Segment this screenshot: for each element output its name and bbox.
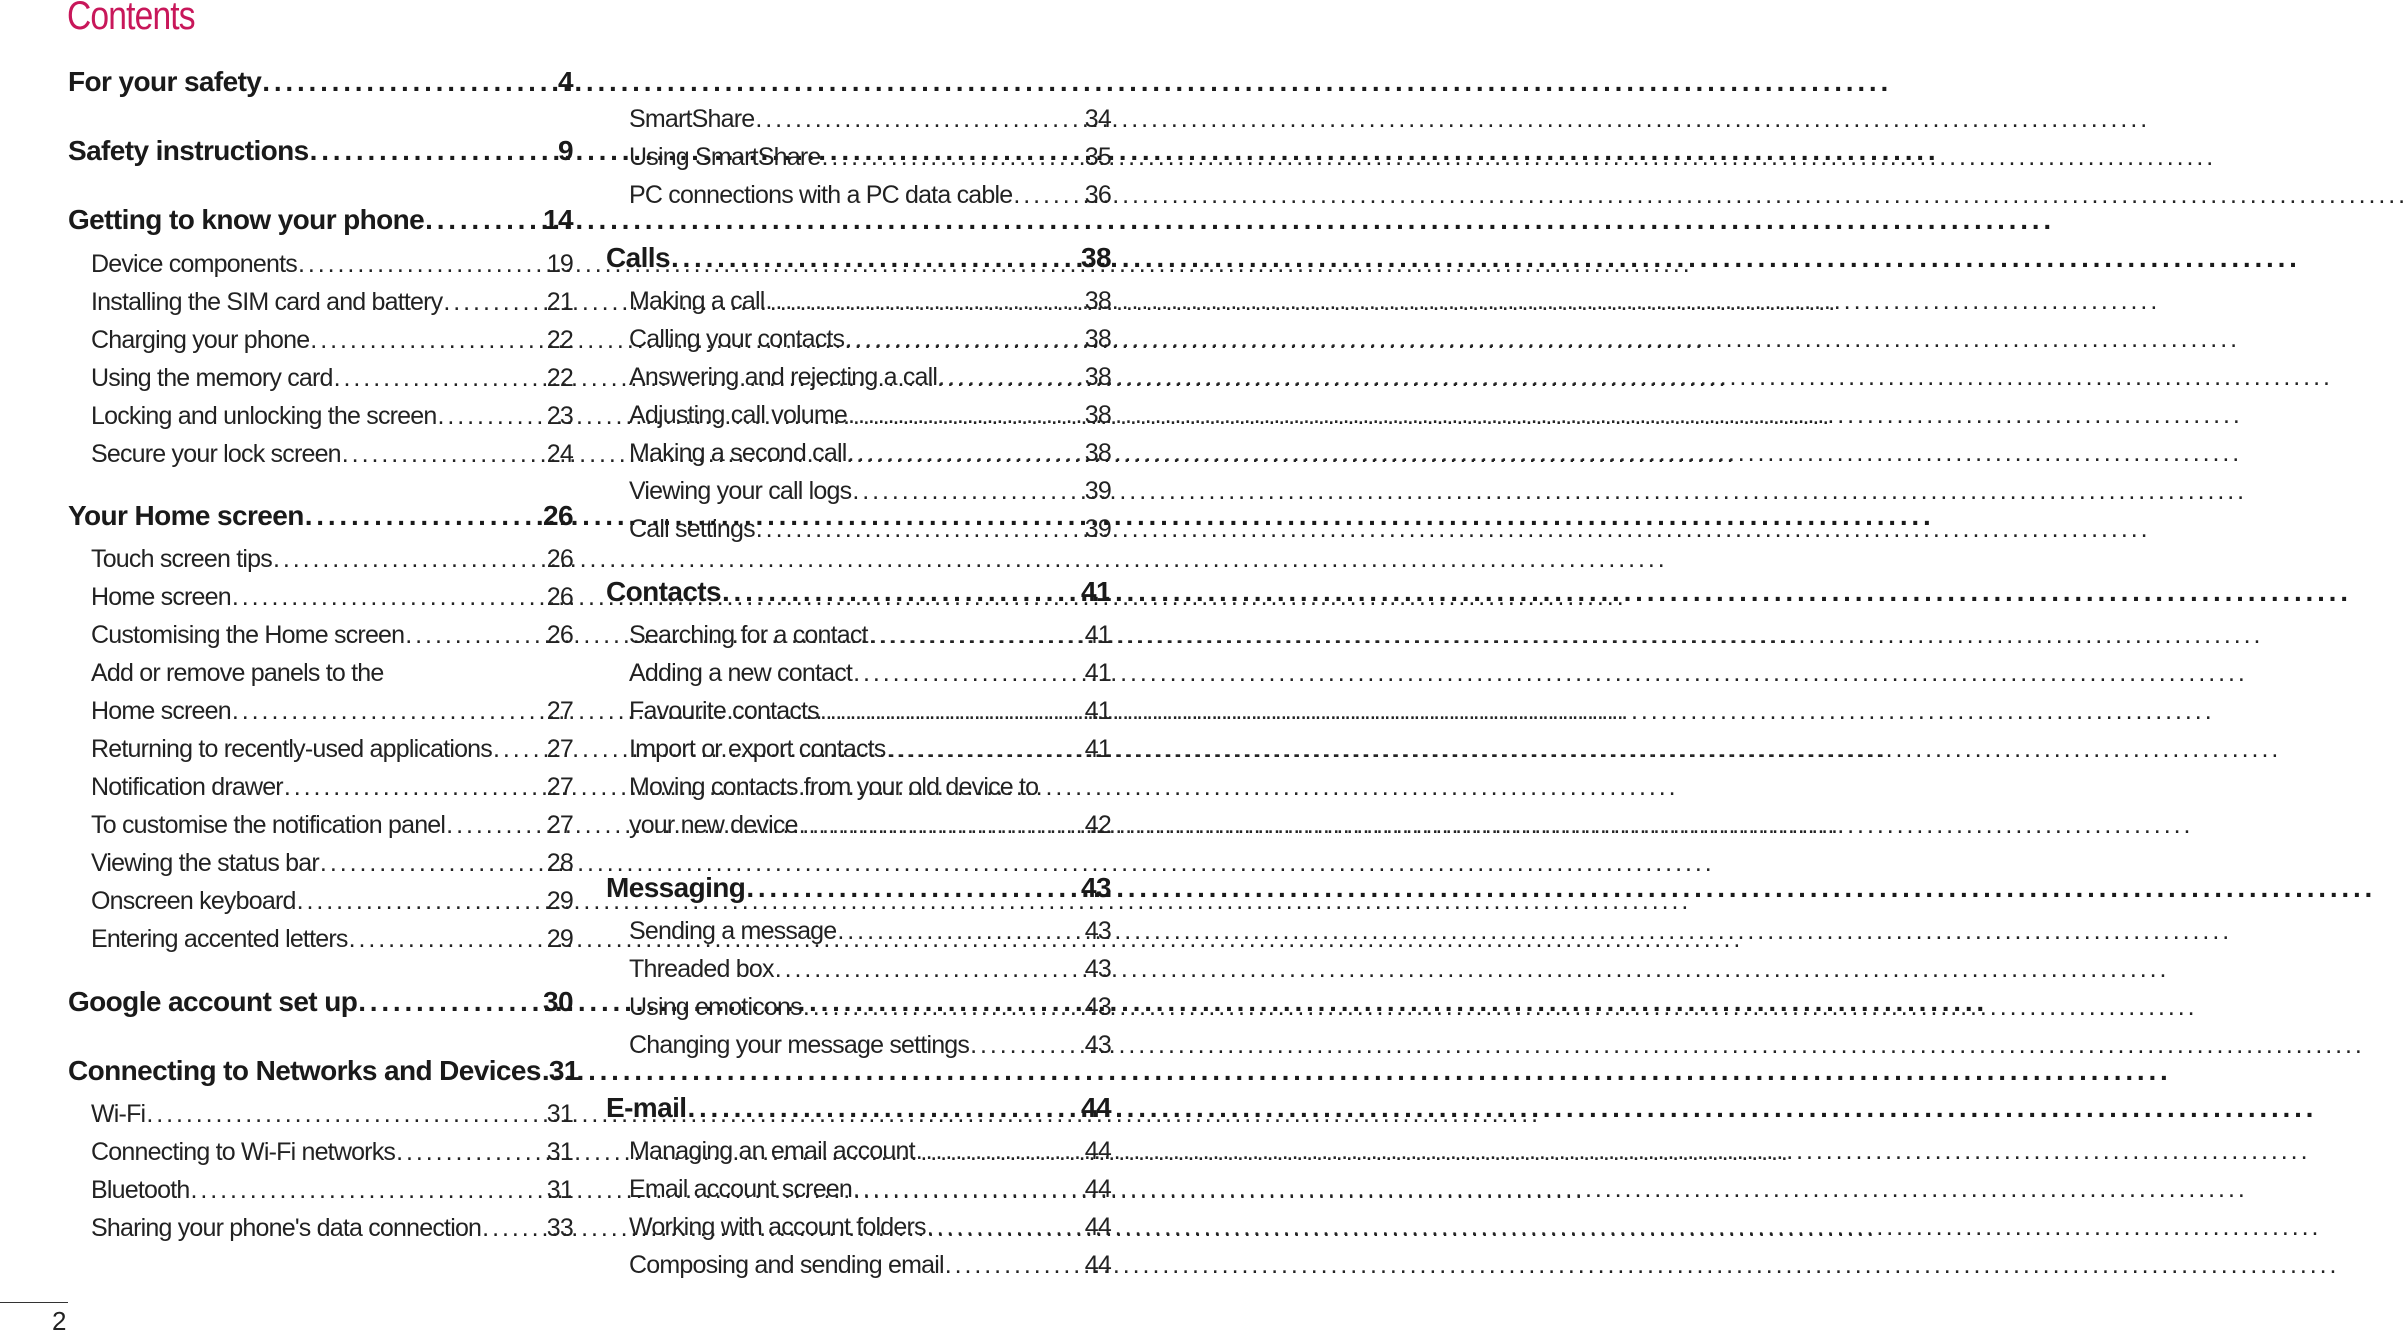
dot-leader xyxy=(298,247,546,281)
dot-leader xyxy=(927,1210,1084,1244)
toc-entry-label: Onscreen keyboard xyxy=(91,887,296,915)
toc-entry-label: Adding a new contact xyxy=(629,659,853,687)
toc-entry[interactable] xyxy=(91,323,573,357)
dot-leader xyxy=(305,498,542,534)
dot-leader xyxy=(756,512,1084,546)
toc-page-number: 38 xyxy=(1084,439,1111,467)
toc-section-heading[interactable] xyxy=(68,498,573,534)
toc-entry[interactable] xyxy=(91,694,573,728)
toc-entry-label: Sharing your phone's data connection xyxy=(91,1214,482,1242)
toc-page-number: 27 xyxy=(546,773,573,801)
toc-page-number: 39 xyxy=(1084,477,1111,505)
dot-leader xyxy=(493,732,546,766)
toc-entry-label: Adjusting call volume xyxy=(629,401,848,429)
toc-page-number: 28 xyxy=(546,849,573,877)
toc-entry[interactable] xyxy=(629,656,1111,690)
toc-entry[interactable] xyxy=(629,914,1111,948)
toc-page-number: 41 xyxy=(1084,735,1111,763)
toc-page-number: 27 xyxy=(546,697,573,725)
toc-page-number: 14 xyxy=(543,204,573,235)
toc-entry[interactable] xyxy=(629,178,1111,212)
toc-entry[interactable] xyxy=(629,284,1111,318)
toc-entry[interactable] xyxy=(629,1134,1111,1168)
dot-leader xyxy=(190,1173,545,1207)
dot-leader xyxy=(320,846,546,880)
toc-page-number: 43 xyxy=(1084,993,1111,1021)
dot-leader xyxy=(853,656,1084,690)
toc-page-number: 27 xyxy=(546,735,573,763)
toc-entry-label: Safety instructions xyxy=(68,135,309,166)
toc-entry-label: Touch screen tips xyxy=(91,545,272,573)
dot-leader xyxy=(482,1211,546,1245)
toc-entry[interactable] xyxy=(629,360,1111,394)
toc-entry-label: Charging your phone xyxy=(91,326,310,354)
dot-leader xyxy=(310,323,545,357)
toc-entry-label: Device components xyxy=(91,250,297,278)
dot-leader xyxy=(310,133,557,169)
dot-leader xyxy=(342,437,546,471)
toc-page-number: 41 xyxy=(1081,576,1111,607)
toc-entry[interactable] xyxy=(91,361,573,395)
dot-leader xyxy=(766,284,1084,318)
dot-leader xyxy=(1013,178,1083,212)
toc-entry[interactable] xyxy=(91,399,573,433)
toc-entry-label: Contacts xyxy=(606,576,721,607)
toc-page-number: 44 xyxy=(1081,1092,1111,1123)
toc-entry[interactable] xyxy=(91,247,573,281)
toc-entry[interactable] xyxy=(629,952,1111,986)
toc-page-number: 31 xyxy=(546,1176,573,1204)
toc-entry-label: Google account set up xyxy=(68,986,358,1017)
toc-page-number: 44 xyxy=(1084,1213,1111,1241)
dot-leader xyxy=(542,1053,548,1089)
toc-page-number: 44 xyxy=(1084,1137,1111,1165)
toc-page-number: 22 xyxy=(546,364,573,392)
toc-entry[interactable] xyxy=(629,322,1111,356)
toc-entry-label: Call settings xyxy=(629,515,755,543)
toc-entry[interactable] xyxy=(91,884,573,918)
dot-leader xyxy=(938,360,1084,394)
toc-page-number: 26 xyxy=(546,621,573,649)
toc-section-heading[interactable] xyxy=(68,202,573,238)
dot-leader xyxy=(443,285,545,319)
toc-entry-label: Secure your lock screen xyxy=(91,440,341,468)
toc-page-number: 36 xyxy=(1084,181,1111,209)
toc-page-number: 29 xyxy=(546,887,573,915)
dot-leader xyxy=(358,984,542,1020)
page-number: 2 xyxy=(52,1306,67,1336)
toc-entry-label: Making a second call xyxy=(629,439,847,467)
dot-leader xyxy=(799,808,1084,842)
toc-page-number: 27 xyxy=(546,811,573,839)
dot-leader xyxy=(848,398,1084,432)
dot-leader xyxy=(446,808,546,842)
toc-entry-label: Answering and rejecting a call xyxy=(629,363,938,391)
toc-entry-label: Managing an email account xyxy=(629,1137,915,1165)
toc-entry[interactable] xyxy=(91,808,573,842)
toc-entry-label: Messaging xyxy=(606,872,746,903)
toc-section-heading[interactable] xyxy=(68,984,573,1020)
toc-entry[interactable] xyxy=(91,922,573,956)
dot-leader xyxy=(262,64,557,100)
toc-entry[interactable] xyxy=(91,580,573,614)
toc-entry[interactable] xyxy=(629,512,1111,546)
toc-entry-label: Sending a message xyxy=(629,917,837,945)
toc-page-number: 41 xyxy=(1084,621,1111,649)
toc-entry-label: Favourite contacts xyxy=(629,697,819,725)
toc-page-number: 38 xyxy=(1084,325,1111,353)
toc-entry-label: Notification drawer xyxy=(91,773,283,801)
toc-entry-label: For your safety xyxy=(68,66,262,97)
toc-page-number: 43 xyxy=(1084,1031,1111,1059)
dot-leader xyxy=(437,399,545,433)
toc-entry[interactable] xyxy=(629,140,1111,174)
toc-entry[interactable] xyxy=(629,732,1111,766)
toc-page-number: 41 xyxy=(1084,659,1111,687)
dot-leader xyxy=(396,1135,546,1169)
toc-entry[interactable] xyxy=(91,542,573,576)
toc-entry-label-line1: Add or remove panels to the xyxy=(91,659,384,687)
toc-page-number: 31 xyxy=(546,1100,573,1128)
toc-page-number: 42 xyxy=(1084,811,1111,839)
toc-page-number: 26 xyxy=(546,583,573,611)
toc-entry[interactable] xyxy=(629,474,1111,508)
toc-page-number: 43 xyxy=(1084,955,1111,983)
toc-page-number: 39 xyxy=(1084,515,1111,543)
toc-entry-label-line1: Moving contacts from your old device to xyxy=(629,773,1039,801)
toc-entry-label: Connecting to Wi-Fi networks xyxy=(91,1138,396,1166)
toc-entry[interactable] xyxy=(629,1172,1111,1206)
toc-page-number: 4 xyxy=(558,66,573,97)
dot-leader xyxy=(687,1090,1080,1126)
toc-entry-label: your new device xyxy=(629,811,798,839)
toc-page-number: 26 xyxy=(543,500,573,531)
toc-entry-label: Home screen xyxy=(91,697,231,725)
toc-page-number: 23 xyxy=(546,402,573,430)
toc-entry-label: Using the memory card xyxy=(91,364,333,392)
toc-page-number: 19 xyxy=(546,250,573,278)
dot-leader xyxy=(853,1172,1084,1206)
dot-leader xyxy=(349,922,546,956)
toc-entry-label: Using emoticons xyxy=(629,993,802,1021)
toc-page-number: 44 xyxy=(1084,1175,1111,1203)
toc-page-number: 31 xyxy=(548,1055,579,1086)
toc-page-number: 43 xyxy=(1084,917,1111,945)
dot-leader xyxy=(945,1248,1084,1282)
toc-entry[interactable] xyxy=(91,1097,573,1131)
toc-entry[interactable] xyxy=(629,1028,1111,1062)
toc-entry-label: Viewing your call logs xyxy=(629,477,852,505)
toc-page-number: 31 xyxy=(546,1138,573,1166)
toc-section-heading[interactable] xyxy=(68,133,573,169)
dot-leader xyxy=(273,542,546,576)
dot-leader xyxy=(334,361,546,395)
toc-entry-label: Composing and sending email xyxy=(629,1251,944,1279)
dot-leader xyxy=(146,1097,545,1131)
dot-leader xyxy=(722,574,1080,610)
toc-section-heading[interactable] xyxy=(606,240,1111,276)
dot-leader xyxy=(755,102,1083,136)
toc-entry-label: Changing your message settings xyxy=(629,1031,970,1059)
toc-entry-label: Bluetooth xyxy=(91,1176,190,1204)
dot-leader xyxy=(852,474,1083,508)
toc-entry[interactable] xyxy=(91,618,573,652)
toc-entry[interactable] xyxy=(629,1248,1111,1282)
toc-entry[interactable] xyxy=(91,1135,573,1169)
toc-entry-label: Your Home screen xyxy=(68,500,304,531)
dot-leader xyxy=(232,580,546,614)
toc-entry[interactable] xyxy=(629,102,1111,136)
toc-page-number: 38 xyxy=(1081,242,1111,273)
toc-page-number: 29 xyxy=(546,925,573,953)
toc-entry-label: Locking and unlocking the screen xyxy=(91,402,437,430)
toc-page-number: 21 xyxy=(546,288,573,316)
toc-page-number: 41 xyxy=(1084,697,1111,725)
toc-section-heading[interactable] xyxy=(68,1053,579,1089)
toc-entry-label: Searching for a contact xyxy=(629,621,868,649)
toc-entry-label: Connecting to Networks and Devices xyxy=(68,1055,541,1086)
toc-entry[interactable] xyxy=(629,398,1111,432)
toc-entry[interactable] xyxy=(91,1173,573,1207)
toc-entry[interactable] xyxy=(629,808,1111,842)
dot-leader xyxy=(671,240,1080,276)
toc-entry-label: Calls xyxy=(606,242,670,273)
toc-entry-label: Working with account folders xyxy=(629,1213,926,1241)
toc-entry[interactable] xyxy=(91,732,573,766)
toc-page-number: 9 xyxy=(558,135,573,166)
toc-entry-label: Email account screen xyxy=(629,1175,853,1203)
toc-page-number: 38 xyxy=(1084,363,1111,391)
toc-entry-label: Calling your contacts xyxy=(629,325,845,353)
toc-page-number: 33 xyxy=(546,1214,573,1242)
page-title: Contents xyxy=(67,0,195,38)
toc-page-number: 43 xyxy=(1081,872,1111,903)
toc-entry-label: Viewing the status bar xyxy=(91,849,319,877)
toc-entry-label: Wi-Fi xyxy=(91,1100,146,1128)
toc-page-number: 35 xyxy=(1084,143,1111,171)
toc-section-heading[interactable] xyxy=(606,870,1111,906)
toc-entry-label: To customise the notification panel xyxy=(91,811,446,839)
dot-leader xyxy=(869,618,1084,652)
toc-entry[interactable] xyxy=(629,436,1111,470)
toc-entry-label: Import or export contacts xyxy=(629,735,886,763)
dot-leader xyxy=(425,202,542,238)
toc-entry-label: Home screen xyxy=(91,583,231,611)
dot-leader xyxy=(405,618,546,652)
dot-leader xyxy=(821,140,1083,174)
dot-leader xyxy=(775,952,1084,986)
toc-page-number: 38 xyxy=(1084,287,1111,315)
toc-entry-label: Returning to recently-used applications xyxy=(91,735,492,763)
dot-leader xyxy=(970,1028,1084,1062)
toc-page-number: 24 xyxy=(546,440,573,468)
toc-entry-label: Making a call xyxy=(629,287,765,315)
dot-leader xyxy=(803,990,1084,1024)
toc-entry-label: Entering accented letters xyxy=(91,925,348,953)
toc-page-number: 34 xyxy=(1084,105,1111,133)
toc-entry[interactable] xyxy=(629,694,1111,728)
toc-page-number: 44 xyxy=(1084,1251,1111,1279)
dot-leader xyxy=(297,884,546,918)
toc-entry[interactable] xyxy=(629,990,1111,1024)
dot-leader xyxy=(887,732,1084,766)
toc-entry[interactable] xyxy=(91,285,573,319)
toc-entry-label: Customising the Home screen xyxy=(91,621,405,649)
dot-leader xyxy=(837,914,1083,948)
toc-entry[interactable] xyxy=(629,618,1111,652)
footer-rule xyxy=(0,1302,68,1303)
toc-entry[interactable] xyxy=(91,770,573,804)
dot-leader xyxy=(916,1134,1084,1168)
toc-section-heading[interactable] xyxy=(606,1090,1111,1126)
toc-entry-label: PC connections with a PC data cable xyxy=(629,181,1013,209)
dot-leader xyxy=(284,770,546,804)
dot-leader xyxy=(232,694,546,728)
dot-leader xyxy=(820,694,1084,728)
toc-section-heading[interactable] xyxy=(606,574,1111,610)
toc-section-heading[interactable] xyxy=(68,64,573,100)
toc-page-number: 22 xyxy=(546,326,573,354)
dot-leader xyxy=(746,870,1080,906)
toc-entry-label: Installing the SIM card and battery xyxy=(91,288,443,316)
toc-entry-label: SmartShare xyxy=(629,105,755,133)
toc-entry-label: E-mail xyxy=(606,1092,687,1123)
dot-leader xyxy=(845,322,1084,356)
toc-entry[interactable] xyxy=(91,1211,573,1245)
toc-entry[interactable] xyxy=(91,846,573,880)
dot-leader xyxy=(847,436,1083,470)
toc-entry-label: Threaded box xyxy=(629,955,774,983)
toc-page-number: 26 xyxy=(546,545,573,573)
toc-entry-label: Using SmartShare xyxy=(629,143,821,171)
toc-page-number: 30 xyxy=(543,986,573,1017)
toc-entry[interactable] xyxy=(91,437,573,471)
toc-entry[interactable] xyxy=(629,1210,1111,1244)
toc-page-number: 38 xyxy=(1084,401,1111,429)
toc-entry-label: Getting to know your phone xyxy=(68,204,425,235)
